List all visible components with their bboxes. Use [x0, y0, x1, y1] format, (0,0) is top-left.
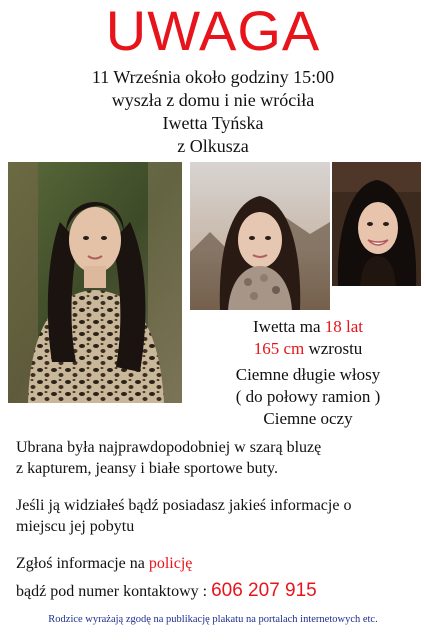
age-line — [190, 316, 426, 338]
photo-portrait-leopard-top — [8, 162, 182, 403]
person-town: z Olkusza — [177, 136, 249, 156]
phone-number: 606 207 915 — [211, 580, 317, 601]
age-prefix: Iwetta ma — [253, 317, 325, 336]
sighting-line-1: Jeśli ją widziałeś bądź posiadasz jakieś informacje o — [16, 497, 352, 514]
height-value: 165 cm — [253, 339, 305, 358]
photo-smiling-portrait — [332, 162, 421, 286]
police-text: policję — [148, 555, 193, 572]
intro-date-line: 11 Września około godziny 15:00 — [91, 67, 335, 87]
height-suffix: wzrostu — [304, 339, 363, 358]
clothing-line-2: z kapturem, jeansy i białe sportowe buty. — [16, 460, 278, 477]
clothing-description — [16, 437, 420, 479]
sighting-request — [16, 495, 420, 537]
height-line — [190, 338, 426, 360]
report-phone-line — [16, 580, 420, 602]
phone-prefix: bądź pod numer kontaktowy : — [16, 583, 212, 600]
consent-note: Rodzice wyrażają zgodę na publikację plakatu na portalach internetowych etc. — [48, 614, 378, 625]
hair-line: Ciemne długie włosy — [235, 365, 381, 384]
clothing-line-1: Ubrana była najprawdopodobniej w szarą bluzę — [16, 439, 322, 456]
age-value: 18 lat — [324, 317, 363, 336]
sighting-line-2: miejscu jej pobytu — [16, 518, 135, 535]
portrait-image — [8, 162, 182, 403]
person-name: Iwetta Tyńska — [162, 113, 264, 133]
smiling-image — [332, 162, 421, 286]
photo-closeup-scarf — [190, 162, 330, 310]
intro-event-line: wyszła z domu i nie wróciła — [111, 90, 315, 110]
hair-length-line: ( do połowy ramion ) — [235, 387, 381, 406]
report-prefix: Zgłoś informacje na — [16, 555, 149, 572]
report-police-line — [16, 553, 420, 574]
closeup-image — [190, 162, 330, 310]
intro-block — [0, 66, 426, 158]
description-block — [190, 316, 426, 430]
eyes-line: Ciemne oczy — [263, 409, 353, 428]
report-block — [16, 553, 420, 602]
headline: UWAGA — [105, 0, 321, 62]
